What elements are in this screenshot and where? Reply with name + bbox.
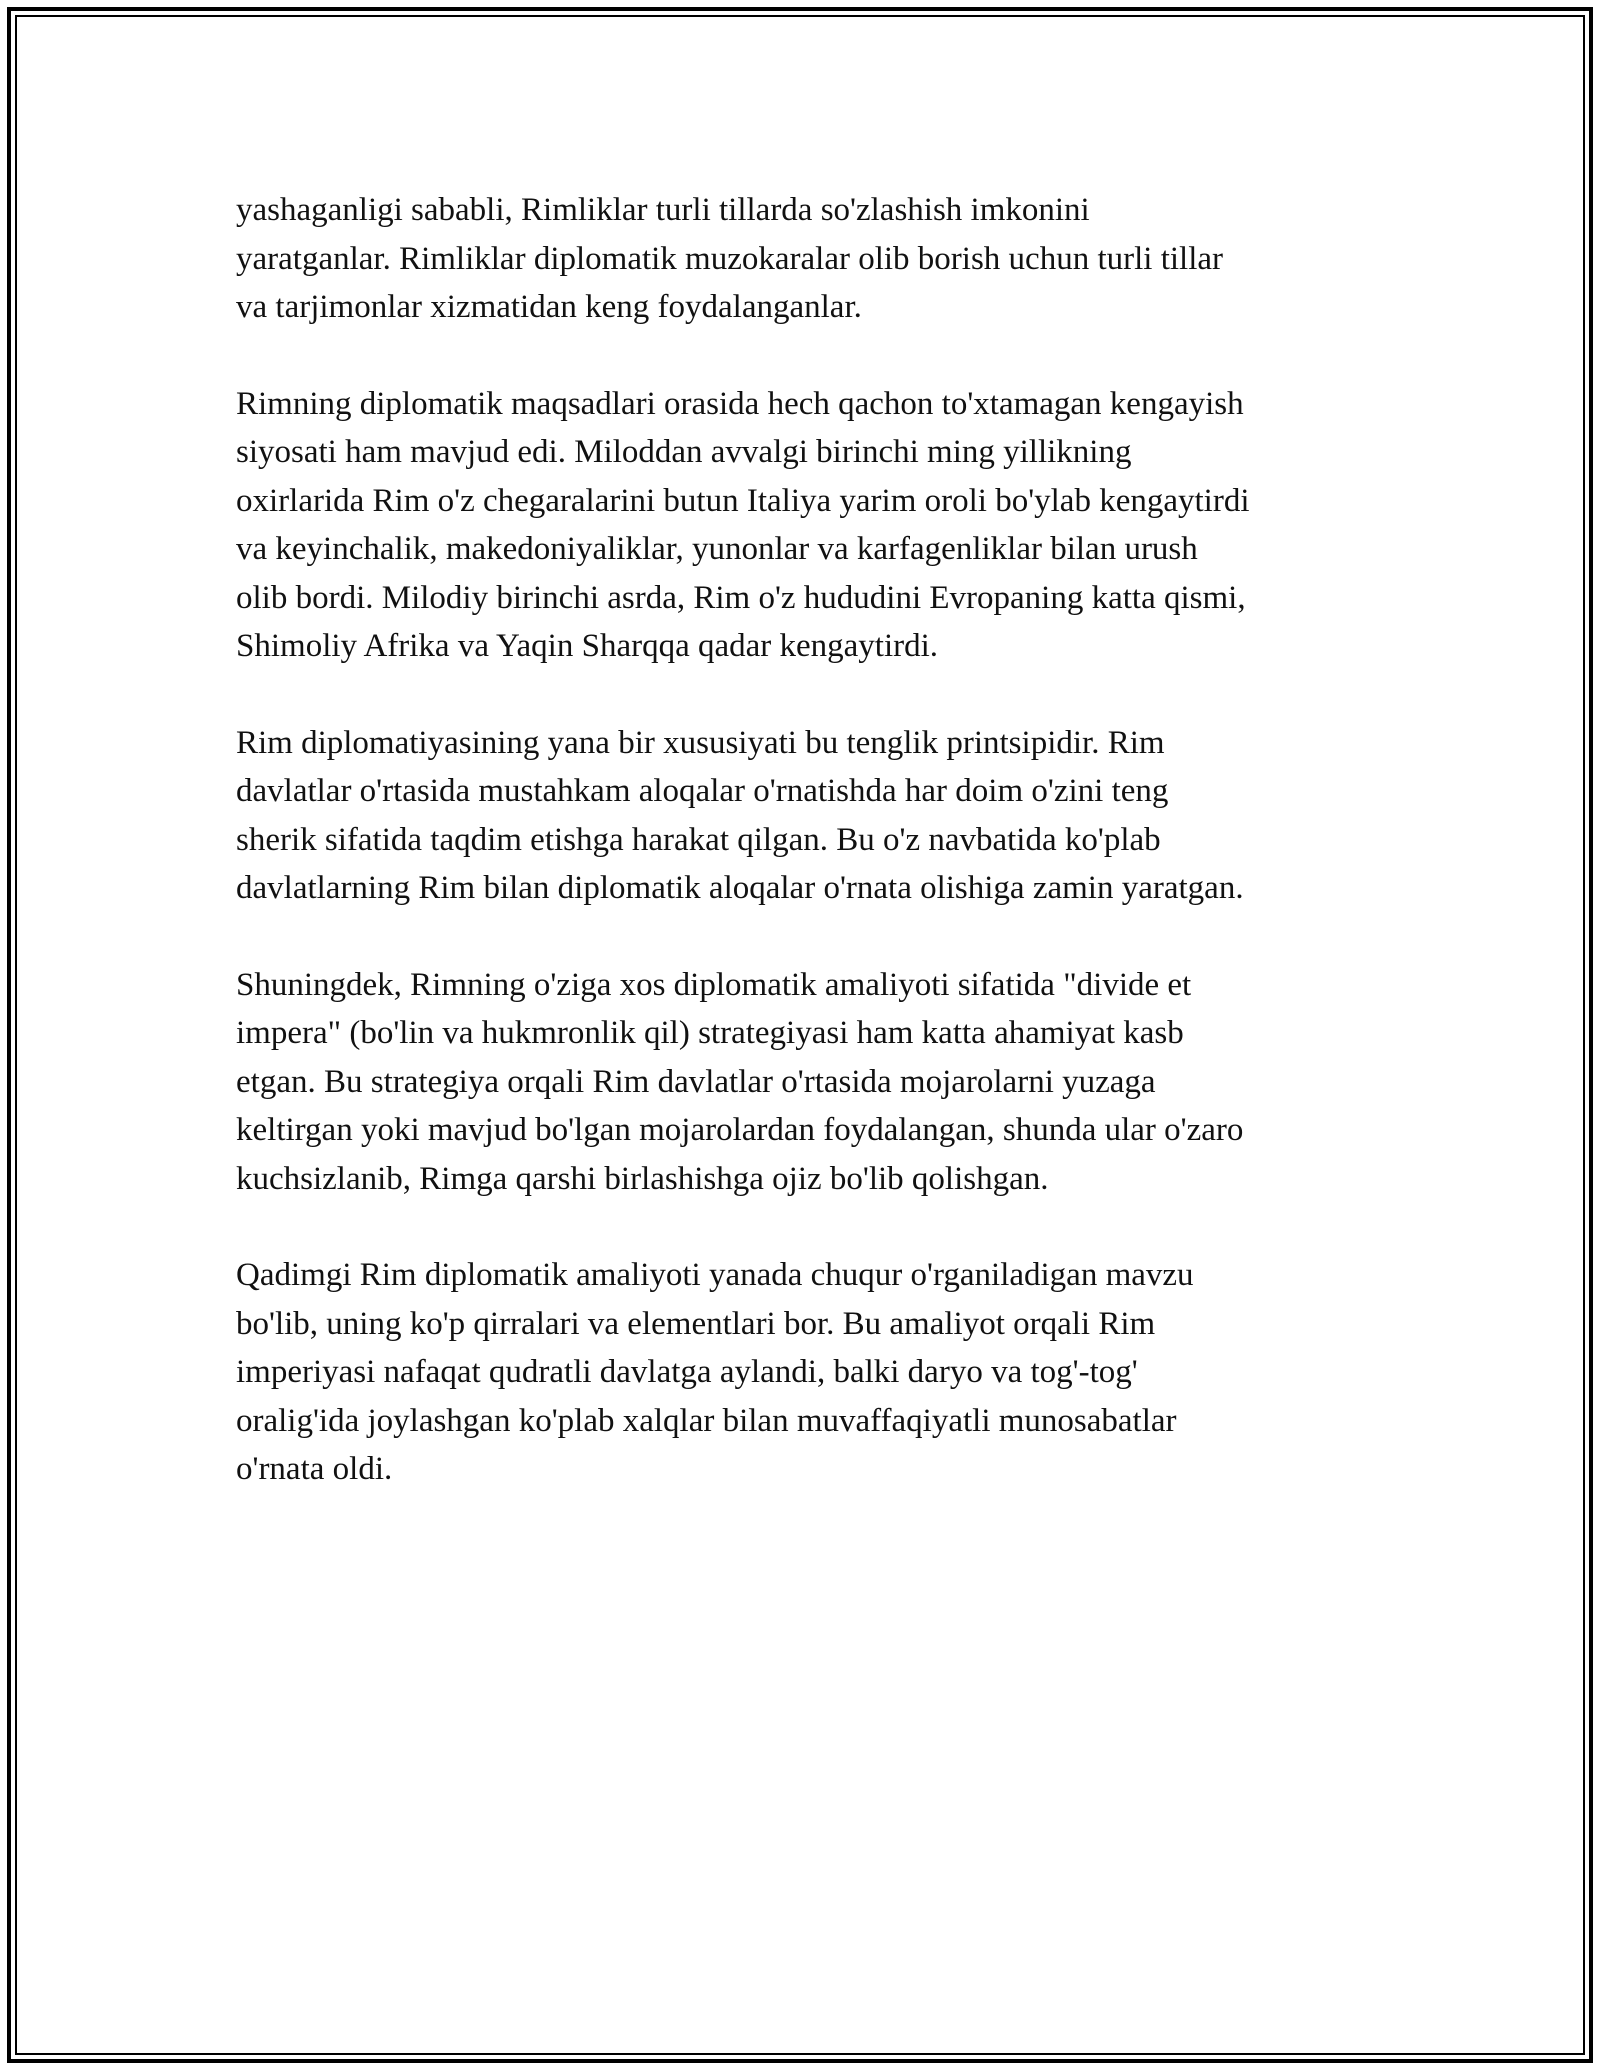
text-line: siyosati ham mavjud edi. Miloddan avvalgi birinchi ming yillikning: [236, 434, 1132, 470]
paragraph-conclusion: [236, 1251, 1406, 1494]
text-line: imperiyasi nafaqat qudratli davlatga aylandi, balki daryo va tog'-tog': [236, 1354, 1138, 1390]
text-line: va keyinchalik, makedoniyaliklar, yunonlar va karfagenliklar bilan urush: [236, 531, 1198, 567]
paragraph-divide-et-impera: [236, 961, 1406, 1204]
text-line: impera" (bo'lin va hukmronlik qil) strategiyasi ham katta ahamiyat kasb: [236, 1015, 1184, 1051]
paragraph-expansion: [236, 380, 1406, 671]
text-line: bo'lib, uning ko'p qirralari va elementlari bor. Bu amaliyot orqali Rim: [236, 1305, 1156, 1342]
text-line: Shimoliy Afrika va Yaqin Sharqqa qadar kengaytirdi.: [236, 628, 939, 664]
text-line: keltirgan yoki mavjud bo'lgan mojarolardan foydalangan, shunda ular o'zaro: [236, 1112, 1244, 1148]
text-line: yashaganligi sababli, Rimliklar turli tillarda so'zlashish imkonini: [236, 192, 1090, 228]
text-line: oralig'ida joylashgan ko'plab xalqlar bilan muvaffaqiyatli munosabatlar: [236, 1402, 1177, 1439]
text-line: davlatlar o'rtasida mustahkam aloqalar o'rnatishda har doim o'zini teng: [236, 773, 1169, 809]
text-line: sherik sifatida taqdim etishga harakat qilgan. Bu o'z navbatida ko'plab: [236, 821, 1161, 858]
text-line: oxirlarida Rim o'z chegaralarini butun Italiya yarim oroli bo'ylab kengaytirdi: [236, 482, 1250, 519]
text-line: davlatlarning Rim bilan diplomatik aloqalar o'rnata olishiga zamin yaratgan.: [236, 870, 1244, 906]
text-line: olib bordi. Milodiy birinchi asrda, Rim o'z hududini Evropaning katta qismi,: [236, 579, 1246, 616]
text-line: Rimning diplomatik maqsadlari orasida hech qachon to'xtamagan kengayish: [236, 385, 1244, 422]
text-line: kuchsizlanib, Rimga qarshi birlashishga ojiz bo'lib qolishgan.: [236, 1160, 1049, 1197]
text-line: Qadimgi Rim diplomatik amaliyoti yanada chuqur o'rganiladigan mavzu: [236, 1257, 1194, 1293]
text-line: o'rnata oldi.: [236, 1451, 393, 1487]
document-body: [236, 186, 1406, 1542]
text-line: Shuningdek, Rimning o'ziga xos diplomatik amaliyoti sifatida "divide et: [236, 966, 1192, 1003]
paragraph-language: [236, 186, 1406, 332]
text-line: va tarjimonlar xizmatidan keng foydalanganlar.: [236, 289, 862, 325]
text-line: Rim diplomatiyasining yana bir xususiyati bu tenglik printsipidir. Rim: [236, 724, 1165, 761]
text-line: yaratganlar. Rimliklar diplomatik muzokaralar olib borish uchun turli tillar: [236, 240, 1224, 277]
text-line: etgan. Bu strategiya orqali Rim davlatlar o'rtasida mojarolarni yuzaga: [236, 1063, 1156, 1100]
paragraph-equality: [236, 719, 1406, 913]
